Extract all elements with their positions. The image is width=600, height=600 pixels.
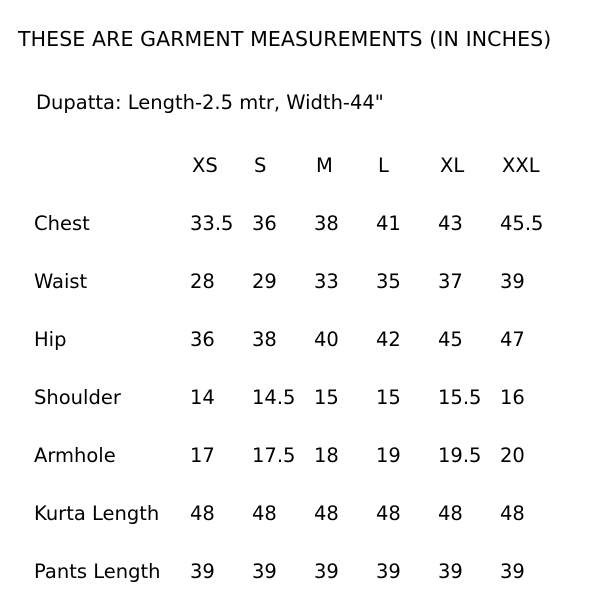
row-label-chest: Chest <box>34 211 90 235</box>
cell-pants-length-m: 39 <box>314 559 339 583</box>
row-label-armhole: Armhole <box>34 443 116 467</box>
column-header-xl-label: XL <box>440 153 465 177</box>
cell-waist-xs: 28 <box>190 269 215 293</box>
cell-waist-s: 29 <box>252 269 277 293</box>
cell-armhole-xl: 19.5 <box>438 443 482 467</box>
cell-armhole-l: 19 <box>376 443 401 467</box>
column-header-s-label: S <box>254 153 267 177</box>
cell-kurta-length-m: 48 <box>314 501 339 525</box>
dupatta-note: Dupatta: Length-2.5 mtr, Width-44" <box>36 91 384 114</box>
cell-hip-l: 42 <box>376 327 401 351</box>
cell-shoulder-xl: 15.5 <box>438 385 482 409</box>
cell-kurta-length-xs: 48 <box>190 501 215 525</box>
cell-pants-length-s: 39 <box>252 559 277 583</box>
cell-shoulder-s: 14.5 <box>252 385 296 409</box>
cell-pants-length-xxl: 39 <box>500 559 525 583</box>
table-row <box>34 252 562 310</box>
column-header-m <box>314 136 376 194</box>
table-row <box>34 368 562 426</box>
cell-pants-length-xl: 39 <box>438 559 463 583</box>
cell-chest-xxl: 45.5 <box>500 211 544 235</box>
column-header-xxl-label: XXL <box>502 153 540 177</box>
cell-waist-xl: 37 <box>438 269 463 293</box>
column-header-xs-label: XS <box>192 153 218 177</box>
column-header-m-label: M <box>316 153 333 177</box>
cell-hip-s: 38 <box>252 327 277 351</box>
column-header-l <box>376 136 438 194</box>
cell-waist-m: 33 <box>314 269 339 293</box>
table-row <box>34 426 562 484</box>
cell-chest-m: 38 <box>314 211 339 235</box>
cell-hip-xs: 36 <box>190 327 215 351</box>
cell-kurta-length-xl: 48 <box>438 501 463 525</box>
cell-armhole-xs: 17 <box>190 443 215 467</box>
cell-hip-m: 40 <box>314 327 339 351</box>
cell-waist-xxl: 39 <box>500 269 525 293</box>
column-header-l-label: L <box>378 153 389 177</box>
row-label-pants-length: Pants Length <box>34 559 161 583</box>
cell-armhole-xxl: 20 <box>500 443 525 467</box>
row-label-waist: Waist <box>34 269 88 293</box>
table-corner-cell <box>34 136 190 194</box>
cell-waist-l: 35 <box>376 269 401 293</box>
table-row <box>34 194 562 252</box>
page-title: THESE ARE GARMENT MEASUREMENTS (IN INCHES) <box>18 27 552 51</box>
cell-shoulder-xxl: 16 <box>500 385 525 409</box>
cell-chest-xl: 43 <box>438 211 463 235</box>
cell-hip-xl: 45 <box>438 327 463 351</box>
cell-shoulder-xs: 14 <box>190 385 215 409</box>
cell-shoulder-l: 15 <box>376 385 401 409</box>
cell-hip-xxl: 47 <box>500 327 525 351</box>
cell-kurta-length-xxl: 48 <box>500 501 525 525</box>
table-row <box>34 542 562 600</box>
cell-shoulder-m: 15 <box>314 385 339 409</box>
cell-chest-xs: 33.5 <box>190 211 234 235</box>
cell-kurta-length-s: 48 <box>252 501 277 525</box>
cell-kurta-length-l: 48 <box>376 501 401 525</box>
column-header-xl <box>438 136 500 194</box>
row-label-shoulder: Shoulder <box>34 385 121 409</box>
row-label-kurta-length: Kurta Length <box>34 501 160 525</box>
cell-chest-s: 36 <box>252 211 277 235</box>
table-header-row <box>34 136 562 194</box>
cell-pants-length-l: 39 <box>376 559 401 583</box>
column-header-s <box>252 136 314 194</box>
cell-chest-l: 41 <box>376 211 401 235</box>
column-header-xxl <box>500 136 562 194</box>
table-row <box>34 310 562 368</box>
measurements-table <box>34 136 562 600</box>
column-header-xs <box>190 136 252 194</box>
cell-armhole-m: 18 <box>314 443 339 467</box>
cell-armhole-s: 17.5 <box>252 443 296 467</box>
cell-pants-length-xs: 39 <box>190 559 215 583</box>
table-row <box>34 484 562 542</box>
row-label-hip: Hip <box>34 327 67 351</box>
